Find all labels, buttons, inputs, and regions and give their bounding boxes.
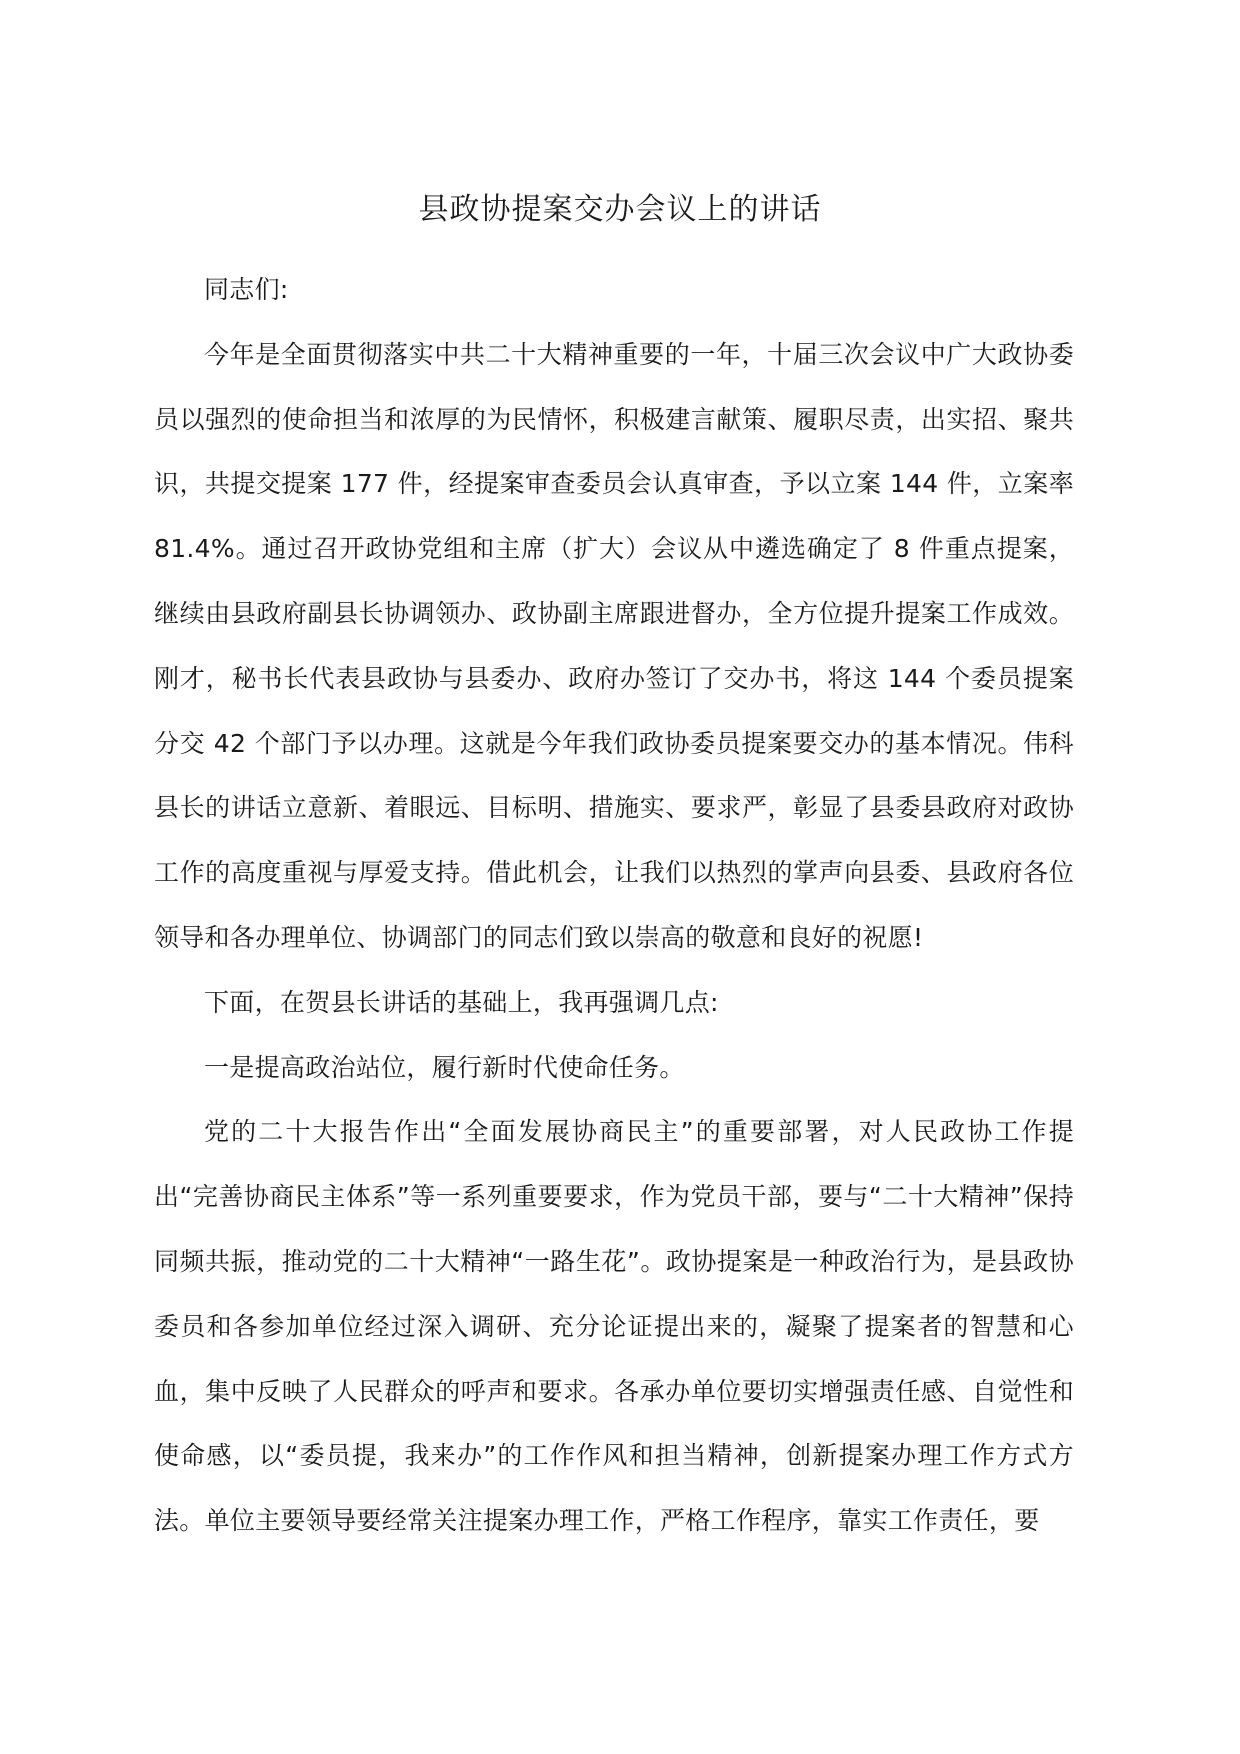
section-one-paragraph: 党的二十大报告作出“全面发展协商民主”的重要部署，对人民政协工作提出“完善协商民主体系”等一系列重要要求，作为党员干部，要与“二十大精神”保持同频共振，推动党的二十大精神“一路生花”。政协提案是一种政治行为，是县政协委员和各参加单位经过深入调研、充分论证提出来的，凝聚了提案者的智慧和心血，集中反映了人民群众的呼声和要求。各承办单位要切实增强责任感、自觉性和使命感，以“委员提，我来办”的工作作风和担当精神，创新提案办理工作方式方法。单位主要领导要经常关注提案办理工作，严格工作程序，靠实工作责任，要 <box>154 1117 1074 1536</box>
transition-paragraph: 下面，在贺县长讲话的基础上，我再强调几点: <box>204 987 719 1017</box>
document-title: 县政协提案交办会议上的讲话 <box>418 192 822 227</box>
section-heading-one: 一是提高政治站位，履行新时代使命任务。 <box>204 1052 685 1082</box>
intro-paragraph: 今年是全面贯彻落实中共二十大精神重要的一年，十届三次会议中广大政协委员以强烈的使命担当和浓厚的为民情怀，积极建言献策、履职尽责，出实招、聚共识，共提交提案 177 件，经提案审查委员会认真审查，予以立案 144 件，立案率 81.4%。通过召开政协党组和主席（扩大）会议从中遴选确定了 8 件重点提案，继续由县政府副县长协调领办、政协副主席跟进督办，全方位提升提案工作成效。刚才，秘书长代表县政协与县委办、政府办签订了交办书，将这 144 个委员提案分交 42 个部门予以办理。这就是今年我们政协委员提案要交办的基本情况。伟科县长的讲话立意新、着眼远、目标明、措施实、要求严，彰显了县委县政府对政协工作的高度重视与厚爱支持。借此机会，让我们以热烈的掌声向县委、县政府各位领导和各办理单位、协调部门的同志们致以崇高的敬意和良好的祝愿! <box>154 339 1074 952</box>
salutation-paragraph: 同志们: <box>204 275 289 304</box>
document-body <box>154 258 1074 1554</box>
